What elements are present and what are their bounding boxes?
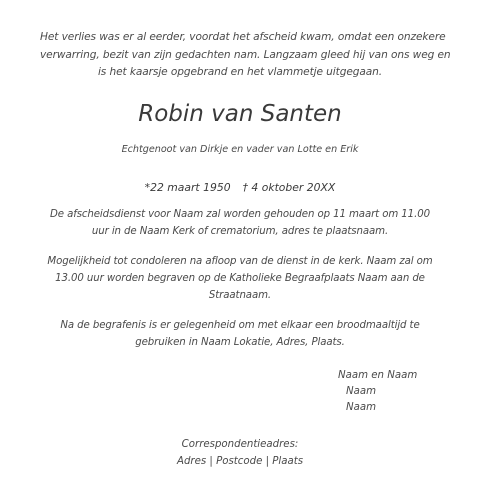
intro-line: is het kaarsje opgebrand en het vlammetje uitgegaan. <box>97 66 383 78</box>
gathering-line: Na de begrafenis is er gelegenheid om met elkaar een broodmaaltijd te <box>60 320 420 331</box>
signer: Naam <box>346 386 377 397</box>
intro-poem <box>40 29 451 82</box>
birth-date: *22 maart 1950 <box>144 181 231 194</box>
signers-block <box>338 368 448 416</box>
life-dates <box>40 179 440 196</box>
signer: Naam <box>346 402 377 413</box>
intro-line: verwarring, bezit van zijn gedachten nam. Langzaam gleed hij van ons weg en <box>40 48 451 61</box>
condolence-line: 13.00 uur worden begraven op de Katholieke Begraafplaats Naam aan de <box>55 273 425 284</box>
correspondence-address: Adres | Postcode | Plaats <box>176 456 304 467</box>
service-paragraph <box>40 206 440 240</box>
family-relation: Echtgenoot van Dirkje en vader van Lotte en Erik <box>121 144 359 155</box>
condolence-paragraph <box>40 253 440 304</box>
correspondence-block <box>40 436 440 470</box>
death-date: † 4 oktober 20XX <box>242 181 336 194</box>
signer: Naam en Naam <box>338 370 418 381</box>
correspondence-label: Correspondentieadres: <box>181 439 299 450</box>
service-line: De afscheidsdienst voor Naam zal worden gehouden op 11 maart om 11.00 <box>50 209 430 220</box>
intro-line: Het verlies was er al eerder, voordat het afscheid kwam, omdat een onzekere <box>40 31 446 43</box>
condolence-line: Mogelijkheid tot condoleren na afloop van de dienst in de kerk. Naam zal om <box>47 256 433 267</box>
condolence-line: Straatnaam. <box>208 290 272 301</box>
service-line: uur in de Naam Kerk of crematorium, adres te plaatsnaam. <box>91 226 389 237</box>
gathering-line: gebruiken in Naam Lokatie, Adres, Plaats. <box>135 337 345 348</box>
gathering-paragraph <box>40 317 440 351</box>
deceased-name: Robin van Santen <box>138 101 342 127</box>
